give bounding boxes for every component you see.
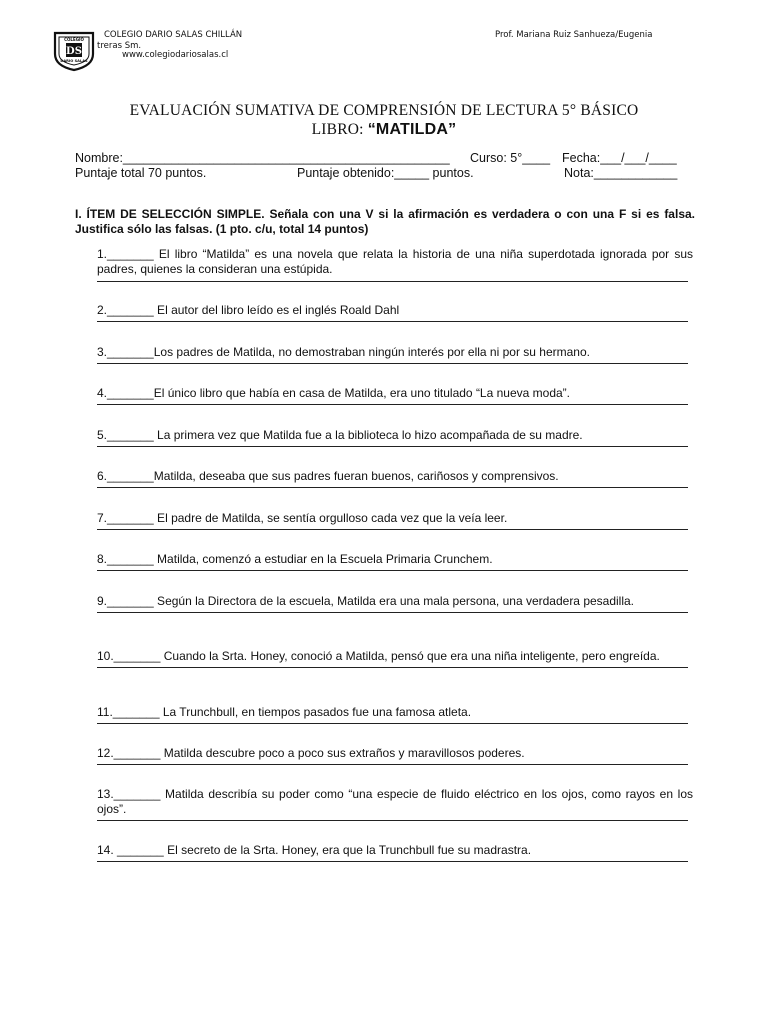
date-field[interactable]: Fecha:___/___/____	[562, 151, 677, 165]
question-text: 7._______ El padre de Matilda, se sentía orgulloso cada vez que la veía leer.	[97, 511, 508, 525]
question-item	[97, 843, 693, 862]
answer-line[interactable]	[97, 321, 688, 322]
answer-line[interactable]	[97, 529, 688, 530]
question-text: 10._______ Cuando la Srta. Honey, conoció a Matilda, pensó que era una niña inteligente, pero engreída.	[97, 649, 660, 663]
obtained-score-field[interactable]: Puntaje obtenido:_____ puntos.	[297, 166, 474, 180]
book-title-name: “MATILDA”	[367, 121, 457, 138]
question-text: 14. _______ El secreto de la Srta. Honey, era que la Trunchbull fue su madrastra.	[97, 843, 532, 857]
teacher-names: Prof. Mariana Ruiz Sanhueza/Eugenia	[495, 30, 653, 40]
question-text: 1._______ El libro “Matilda” es una novela que relata la historia de una niña superdotada ignorada por sus padres, quienes la consideran una estúpida.	[97, 247, 693, 276]
question-item	[97, 552, 693, 571]
answer-line[interactable]	[97, 667, 688, 668]
question-text: 11._______ La Trunchbull, en tiempos pasados fue una famosa atleta.	[97, 705, 472, 719]
grade-field[interactable]: Nota:____________	[564, 166, 678, 180]
answer-line[interactable]	[97, 764, 688, 765]
question-item	[97, 746, 693, 765]
question-item	[97, 469, 693, 488]
question-text: 5._______ La primera vez que Matilda fue a la biblioteca lo hizo acompañada de su madre.	[97, 428, 583, 442]
school-address: treras Sm.	[97, 41, 142, 51]
answer-line[interactable]	[97, 363, 688, 364]
answer-line[interactable]	[97, 281, 688, 282]
question-item	[97, 787, 693, 821]
question-item	[97, 705, 693, 724]
logo-top-text: COLEGIO	[64, 37, 84, 42]
answer-line[interactable]	[97, 612, 688, 613]
answer-line[interactable]	[97, 446, 688, 447]
question-text: 12._______ Matilda descubre poco a poco sus extraños y maravillosos poderes.	[97, 746, 525, 760]
question-text: 9._______ Según la Directora de la escuela, Matilda era una mala persona, una verdadera pesadilla.	[97, 594, 635, 608]
question-text: 3._______Los padres de Matilda, no demostraban ningún interés por ella ni por su hermano.	[97, 345, 590, 359]
school-website: www.colegiodariosalas.cl	[122, 50, 229, 60]
school-logo-icon	[52, 30, 96, 72]
answer-line[interactable]	[97, 723, 688, 724]
question-text: 6._______Matilda, deseaba que sus padres fueran buenos, cariñosos y comprensivos.	[97, 469, 559, 483]
question-text: 4._______El único libro que había en casa de Matilda, era uno titulado “La nueva moda”.	[97, 386, 570, 400]
question-text: 13._______ Matilda describía su poder como “una especie de fluido eléctrico en los ojos, como rayos en los ojos”.	[97, 787, 693, 816]
answer-line[interactable]	[97, 404, 688, 405]
question-item	[97, 428, 693, 447]
section-heading: I. ÍTEM DE SELECCIÓN SIMPLE. Señala con una V si la afirmación es verdadera o con una F si es falsa. Justifica sólo las falsas. (1 pto. c/u, total 14 puntos)	[75, 207, 695, 236]
question-item	[97, 303, 693, 322]
question-item	[97, 594, 693, 613]
question-item	[97, 247, 693, 282]
question-item	[97, 511, 693, 530]
answer-line[interactable]	[97, 861, 688, 862]
logo-monogram: DS	[66, 46, 82, 57]
logo-bottom-text: DARIO SALAS	[60, 59, 88, 63]
answer-line[interactable]	[97, 487, 688, 488]
answer-line[interactable]	[97, 570, 688, 571]
book-title	[0, 121, 768, 139]
question-item	[97, 649, 693, 668]
answer-line[interactable]	[97, 820, 688, 821]
exam-title: EVALUACIÓN SUMATIVA DE COMPRENSIÓN DE LECTURA 5° BÁSICO	[129, 102, 639, 119]
book-title-prefix: LIBRO:	[311, 121, 368, 138]
total-score-label: Puntaje total 70 puntos.	[75, 166, 207, 180]
question-item	[97, 345, 693, 364]
question-text: 8._______ Matilda, comenzó a estudiar en la Escuela Primaria Crunchem.	[97, 552, 493, 566]
school-name: COLEGIO DARIO SALAS CHILLÁN	[104, 30, 243, 40]
course-field[interactable]: Curso: 5°____	[470, 151, 551, 165]
question-text: 2._______ El autor del libro leído es el inglés Roald Dahl	[97, 303, 400, 317]
name-field[interactable]: Nombre:_______________________________________________	[75, 151, 450, 165]
question-item	[97, 386, 693, 405]
